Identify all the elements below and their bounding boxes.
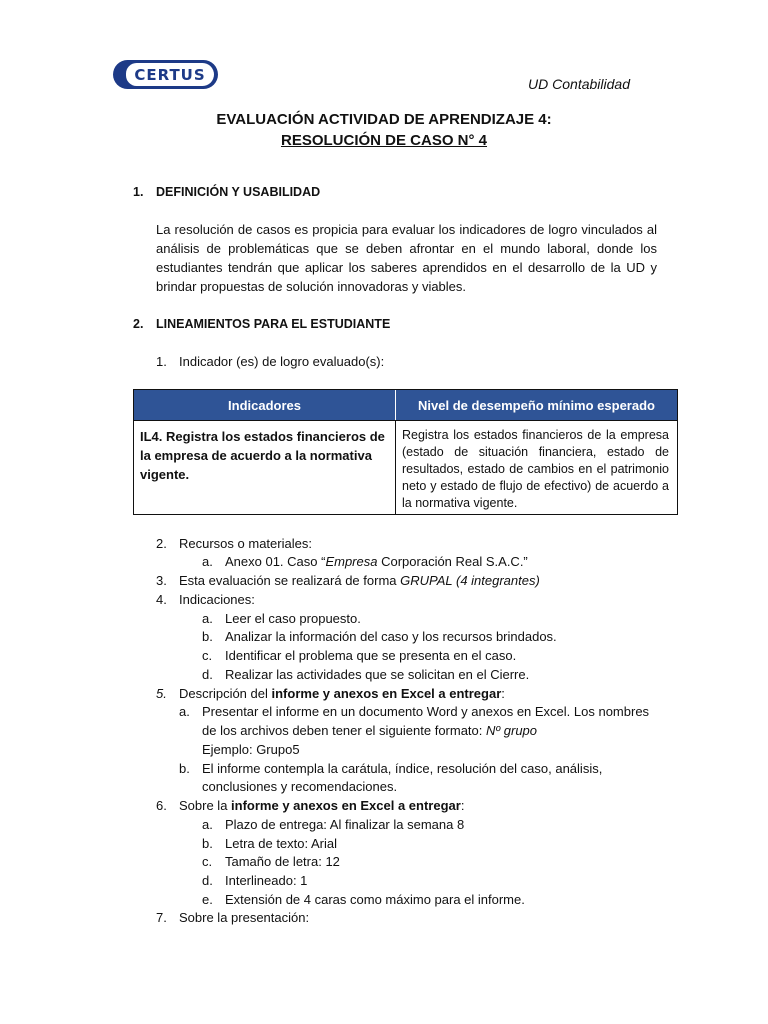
list-item xyxy=(179,796,464,815)
list-item xyxy=(179,684,505,703)
list-item-continuation xyxy=(202,721,537,740)
list-letter: a. xyxy=(179,704,190,719)
list-item: Indicador (es) de logro evaluado(s): xyxy=(179,354,385,369)
text-emphasis: Empresa xyxy=(325,554,378,569)
indicators-table xyxy=(133,389,678,515)
table-header-performance: Nivel de desempeño mínimo esperado xyxy=(396,390,677,420)
list-letter: b. xyxy=(202,629,213,644)
section-1-heading xyxy=(133,185,320,199)
table-cell-performance: Registra los estados financieros de la empresa (estado de situación financiera, estado de resultados, estado de cambios en el patrimonio neto y estado de flujo de efectivo) de acuerdo a la normativa vigente. xyxy=(402,428,669,510)
list-item: Sobre la presentación: xyxy=(179,910,310,925)
list-letter: b. xyxy=(179,761,190,776)
section-1-body: La resolución de casos es propicia para evaluar los indicadores de logro vinculados al análisis de problemáticas que se deben afrontar en el mundo laboral, donde los estudiantes tendrán que aplicar los saberes aprendidos en el desarrollo de la UD y brindar propuestas de solución innovadoras y viables. xyxy=(156,222,657,294)
list-item xyxy=(225,552,528,571)
text-run: : xyxy=(460,798,465,813)
list-letter: a. xyxy=(202,554,213,569)
list-number: 4. xyxy=(156,592,167,607)
section-title: DEFINICIÓN Y USABILIDAD xyxy=(156,185,321,199)
list-item-continuation: conclusiones y recomendaciones. xyxy=(202,779,398,794)
list-letter: c. xyxy=(202,648,213,663)
page-title: EVALUACIÓN ACTIVIDAD DE APRENDIZAJE 4: xyxy=(216,111,552,128)
list-number: 5. xyxy=(156,686,167,701)
list-number: 1. xyxy=(156,354,167,369)
list-letter: b. xyxy=(202,836,213,851)
text-bold: informe y anexos en Excel a entregar xyxy=(231,798,461,813)
text-emphasis: GRUPAL (4 integrantes) xyxy=(400,573,540,588)
list-number: 7. xyxy=(156,910,167,925)
list-item: Identificar el problema que se presenta en el caso. xyxy=(225,648,517,663)
list-item: Extensión de 4 caras como máximo para el informe. xyxy=(225,892,525,907)
text-bold: informe y anexos en Excel a entregar xyxy=(271,686,502,701)
section-number: 1. xyxy=(133,185,144,199)
list-item: Leer el caso propuesto. xyxy=(225,611,361,626)
list-letter: d. xyxy=(202,873,213,888)
list-number: 2. xyxy=(156,536,167,551)
table-cell-indicator: IL4. Registra los estados financieros de la empresa de acuerdo a la normativa vigente. xyxy=(140,429,385,482)
list-item: Tamaño de letra: 12 xyxy=(225,854,340,869)
logo-inner xyxy=(126,63,214,86)
list-item: Realizar las actividades que se solicitan en el Cierre. xyxy=(225,667,530,682)
list-item: Analizar la información del caso y los recursos brindados. xyxy=(225,629,557,644)
table-divider xyxy=(134,420,677,421)
list-letter: c. xyxy=(202,854,213,869)
certus-logo xyxy=(113,60,218,89)
list-item xyxy=(179,571,540,590)
table-column-divider xyxy=(395,420,396,514)
text-run: : xyxy=(501,686,505,701)
logo-text: CERTUS xyxy=(134,65,206,84)
list-item: Plazo de entrega: Al finalizar la semana 8 xyxy=(225,817,465,832)
list-item: Indicaciones: xyxy=(179,592,255,607)
text-run: de los archivos deben tener el siguiente formato: xyxy=(202,723,487,738)
list-item: Recursos o materiales: xyxy=(179,536,312,551)
text-run: Esta evaluación se realizará de forma xyxy=(179,573,401,588)
section-title: LINEAMIENTOS PARA EL ESTUDIANTE xyxy=(156,317,391,331)
text-run: Descripción del xyxy=(179,686,272,701)
text-run: Corporación Real S.A.C.” xyxy=(377,554,528,569)
list-item: El informe contempla la carátula, índice, resolución del caso, análisis, xyxy=(202,761,603,776)
list-letter: a. xyxy=(202,611,213,626)
unit-label: UD Contabilidad xyxy=(528,76,630,92)
list-item: Letra de texto: Arial xyxy=(225,836,338,851)
list-item: Presentar el informe en un documento Word y anexos en Excel. Los nombres xyxy=(202,704,650,719)
list-item: Interlineado: 1 xyxy=(225,873,308,888)
section-2-heading xyxy=(133,317,390,331)
section-number: 2. xyxy=(133,317,144,331)
table-header-indicators: Indicadores xyxy=(134,390,396,420)
text-run: Anexo 01. Caso “ xyxy=(225,554,326,569)
list-number: 6. xyxy=(156,798,167,813)
text-emphasis: Nº grupo xyxy=(486,723,538,738)
page-subtitle: RESOLUCIÓN DE CASO N° 4 xyxy=(280,132,488,149)
list-letter: d. xyxy=(202,667,213,682)
list-letter: e. xyxy=(202,892,213,907)
text-run: Sobre la xyxy=(179,798,232,813)
list-item-continuation: Ejemplo: Grupo5 xyxy=(202,742,300,757)
list-number: 3. xyxy=(156,573,167,588)
list-letter: a. xyxy=(202,817,213,832)
